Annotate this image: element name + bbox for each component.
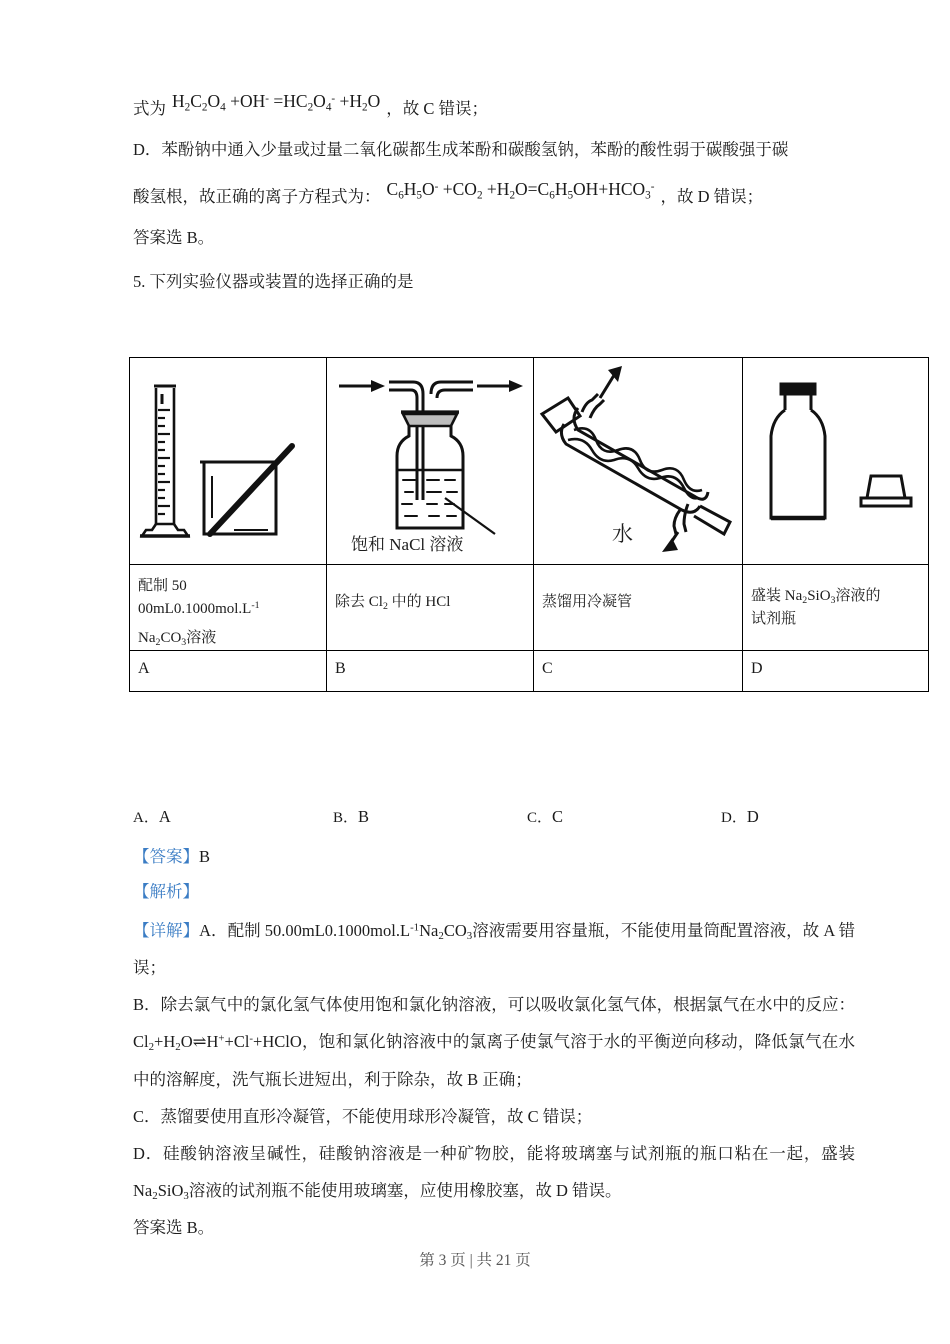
answer-block [133, 840, 853, 909]
table-cell-label-b [327, 650, 534, 691]
desc-d-line2: 试剂瓶 [751, 611, 797, 628]
equation-c-line [133, 91, 833, 119]
equation-c: $H_2C_2O_4 +OH^- =HC_2O_4^- +H_2O$ [172, 91, 381, 114]
analysis-label: 【解析】 [133, 881, 199, 901]
figure-caption-c: 水 [612, 522, 633, 546]
answer-choices [133, 806, 833, 830]
ball-condenser-icon [534, 358, 742, 564]
choice-d[interactable] [721, 806, 759, 827]
explanation-item-b: B．除去氯气中的氯化氢气体使用饱和氯化钠溶液，可以吸收氯化氢气体，根据氯气在水中的反应：$Cl_2+H_2O\rightleftharpoons H^++Cl^-+HClO$，饱和氯化钠溶液中的氯离子使氯气溶于水的平衡逆向移动，降低氯气在水中的溶解度，洗气瓶长进短出，利于除杂，故 B 正确； [133, 995, 855, 1089]
paragraph-d: D．苯酚钠中通入少量或过量二氧化碳都生成苯酚和碳酸氢钠，苯酚的酸性弱于碳酸强于碳 [133, 140, 789, 159]
choice-a-marker: A． [133, 810, 159, 826]
explanation-item-c: C．蒸馏要使用直形冷凝管，不能使用球形冷凝管，故 C 错误； [133, 1106, 593, 1126]
choice-a-value: A [158, 807, 171, 826]
question-5-text: 5. 下列实验仪器或装置的选择正确的是 [133, 271, 414, 291]
table-cell-label-c [534, 650, 743, 691]
table-cell-figure-b [327, 358, 534, 565]
choice-c[interactable] [527, 806, 563, 827]
desc-a [130, 565, 326, 650]
desc-a-line1: 配制 50 [138, 578, 187, 594]
figure-caption-b: 饱和 NaCl 溶液 [351, 535, 464, 554]
answer-label: 【答案】 [133, 847, 199, 866]
table-cell-figure-d [743, 358, 929, 565]
choice-d-value: D [746, 807, 759, 826]
answer-line-top: 答案选 B。 [133, 227, 215, 247]
explanation-block [133, 912, 855, 1246]
label-d: D [751, 659, 763, 677]
label-c: C [542, 659, 553, 677]
label-a: A [138, 659, 150, 677]
table-cell-desc-d [743, 565, 929, 651]
equation-c-tail: ，故 C 错误； [386, 99, 489, 118]
choice-b[interactable] [333, 806, 369, 827]
table-row-descriptions [130, 565, 929, 651]
table-cell-label-a [130, 650, 327, 691]
explanation-final-answer: 答案选 B。 [133, 1218, 215, 1237]
desc-d [743, 565, 928, 632]
desc-a-line3: $Na_2CO_3$溶液 [138, 629, 217, 648]
page-footer: 第 3 页 | 共 21 页 [419, 1252, 531, 1269]
detail-label: 【详解】 [133, 921, 200, 940]
table-cell-label-d [743, 650, 929, 691]
equation-d-lead: 酸氢根，故正确的离子方程式为： [133, 186, 381, 206]
choice-d-marker: D． [721, 810, 747, 826]
desc-c: 蒸馏用冷凝管 [542, 594, 633, 610]
equation-d: $C_6H_5O^- +CO_2 +H_2O=C_6H_5OH+HCO_3^-$ [386, 178, 655, 202]
desc-d-line1: 盛装 $Na_2SiO_3$溶液的 [751, 588, 881, 606]
equation-c-lead: 式为 [133, 99, 166, 118]
table-cell-figure-a [130, 358, 327, 565]
choice-b-marker: B． [333, 810, 359, 826]
choice-a[interactable] [133, 806, 171, 827]
table-cell-desc-b [327, 565, 534, 651]
reagent-bottle-with-stopper-icon [743, 358, 928, 564]
table-row-labels [130, 650, 929, 691]
choice-b-value: B [358, 807, 370, 826]
explanation-item-a: 【详解】A．配制 $50.00mL0.1000mol.L^{-1}Na_2CO_3$溶液需要用容量瓶，不能使用量筒配置溶液，故 A 错误； [133, 921, 856, 978]
graduated-cylinder-and-beaker-icon [130, 358, 326, 564]
explanation-item-d: D．硅酸钠溶液呈碱性，硅酸钠溶液是一种矿物胶，能将玻璃塞与试剂瓶的瓶口粘在一起，盛装 $Na_2SiO_3$溶液的试剂瓶不能使用玻璃塞，应使用橡胶塞，故 D 错误。 [133, 1143, 855, 1202]
answer-line [133, 840, 853, 875]
label-b: B [335, 659, 346, 677]
top-text-section [133, 91, 833, 298]
table-cell-desc-c [534, 565, 743, 651]
table-cell-figure-c [534, 358, 743, 565]
desc-a-line2: $00mL0.1000mol.L^{-1}$ [138, 600, 260, 618]
choice-c-value: C [552, 807, 564, 826]
apparatus-table [129, 357, 929, 692]
desc-b: 除去 $Cl_2$ 中的 HCl [335, 594, 451, 612]
equation-d-tail: ，故 D 错误； [660, 186, 764, 206]
choice-c-marker: C． [527, 810, 553, 826]
table-row-figures [130, 358, 929, 565]
equation-d-line [133, 178, 833, 207]
answer-value: B [199, 847, 211, 866]
table-cell-desc-a [130, 565, 327, 651]
